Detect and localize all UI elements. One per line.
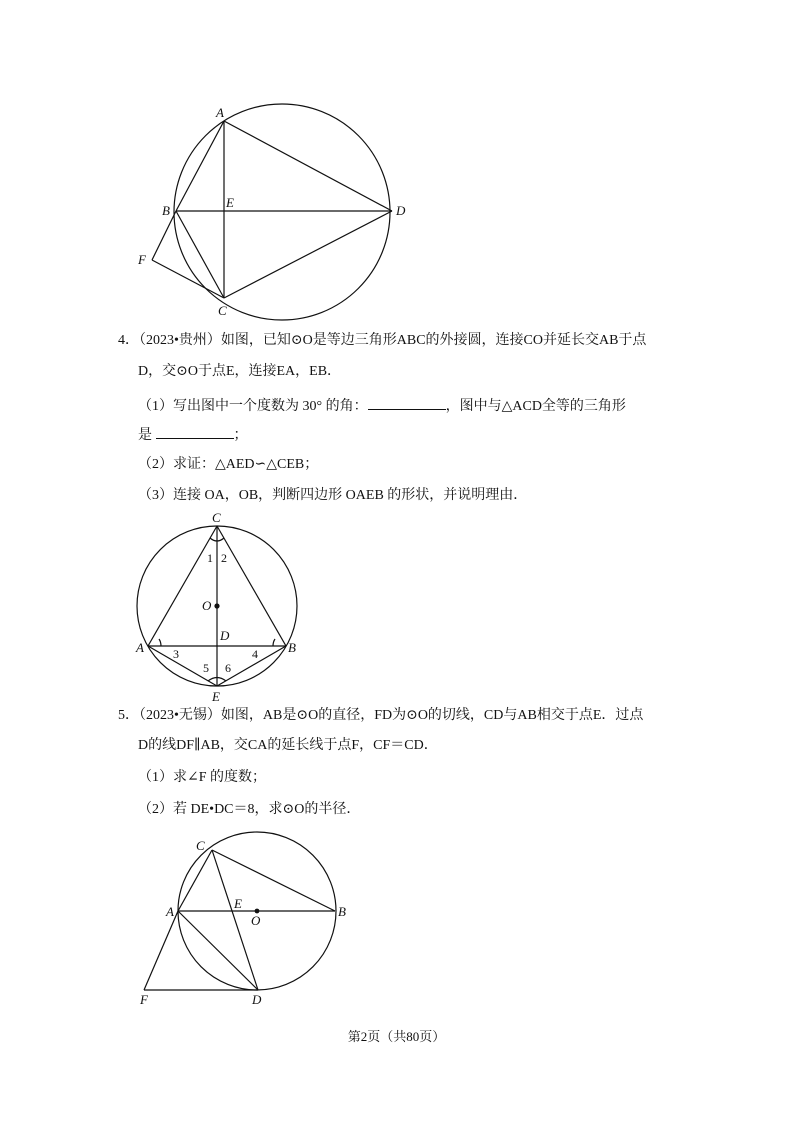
q5-line1	[118, 706, 643, 726]
label-C: C	[196, 838, 205, 853]
angle-label-5: 5	[203, 661, 209, 675]
q5-source: （2023•无锡）	[139, 708, 221, 723]
q4-part1-text-c: 是	[138, 428, 152, 443]
label-C: C	[218, 303, 227, 318]
label-D: D	[220, 628, 230, 643]
label-B: B	[162, 203, 170, 218]
q4-part3: （3）连接 OA，OB，判断四边形 OAEB 的形状，并说明理由．	[138, 488, 528, 503]
label-A: A	[136, 640, 144, 655]
figure-q4-diagram	[128, 510, 318, 705]
angle-label-6: 6	[225, 661, 231, 675]
angle-label-3: 3	[173, 647, 179, 661]
segment-CD	[224, 211, 392, 298]
page-footer: 第2页（共80页）	[347, 1029, 446, 1044]
segment-BF	[152, 211, 176, 260]
q5-part1: （1）求∠F 的度数；	[138, 770, 267, 785]
label-A: A	[166, 904, 174, 919]
q4-line1	[118, 331, 646, 351]
q4-stem-line2: D，交⊙O于点E，连接EA，EB．	[138, 364, 342, 379]
label-E: E	[226, 195, 234, 210]
label-O: O	[251, 913, 261, 928]
segment-AC	[178, 850, 212, 911]
figure-q5-diagram	[130, 830, 360, 1010]
label-B: B	[338, 904, 346, 919]
q5-line2	[138, 736, 438, 756]
label-B: B	[288, 640, 296, 655]
center-O-dot	[214, 603, 219, 608]
segment-AD	[224, 121, 392, 211]
q4-answer-blank-2[interactable]	[156, 424, 234, 439]
q4-number: 4．	[118, 333, 139, 348]
q4-part1-line	[138, 395, 626, 417]
segment-AB	[176, 121, 224, 211]
q5-stem-line1: 如图，AB是⊙O的直径，FD为⊙O的切线，CD与AB相交于点E．过点	[220, 708, 644, 723]
segment-AF	[144, 911, 178, 990]
label-E: E	[234, 896, 242, 911]
label-D: D	[252, 992, 262, 1007]
q5-stem-line2: D的线DF∥AB，交CA的延长线于点F，CF＝CD．	[138, 738, 438, 753]
angle-arc-A	[159, 639, 161, 646]
angle-label-4: 4	[252, 647, 258, 661]
angle-arc-B	[273, 639, 275, 646]
q5-part2: （2）若 DE•DC＝8，求⊙O的半径．	[138, 802, 361, 817]
q4-part1-text-b: ，图中与△ACD全等的三角形	[445, 399, 626, 414]
angle-label-2: 2	[221, 551, 227, 565]
label-F: F	[140, 992, 148, 1007]
angle-label-1: 1	[207, 551, 213, 565]
circumcircle	[174, 104, 390, 320]
label-E: E	[212, 689, 220, 704]
q4-source: （2023•贵州）	[139, 333, 221, 348]
label-F: F	[138, 252, 146, 267]
q4-part1-cont	[138, 424, 248, 446]
q5-number: 5．	[118, 708, 139, 723]
label-A: A	[216, 105, 224, 120]
label-C: C	[212, 510, 221, 525]
q4-part1-text-a: （1）写出图中一个度数为 30° 的角：	[138, 399, 368, 414]
q4-part2: （2）求证：△AED∽△CEB；	[138, 457, 319, 472]
label-D: D	[396, 203, 406, 218]
label-O: O	[202, 598, 212, 613]
q4-stem-line1: 如图，已知⊙O是等边三角形ABC的外接圆，连接CO并延长交AB于点	[220, 333, 647, 348]
figure-q3-diagram	[130, 100, 420, 325]
q4-answer-blank-1[interactable]	[368, 395, 446, 410]
segment-CA	[148, 526, 217, 646]
q4-line2	[138, 362, 341, 382]
q4-part1-text-d: ；	[233, 428, 248, 443]
segment-AD	[178, 911, 258, 990]
